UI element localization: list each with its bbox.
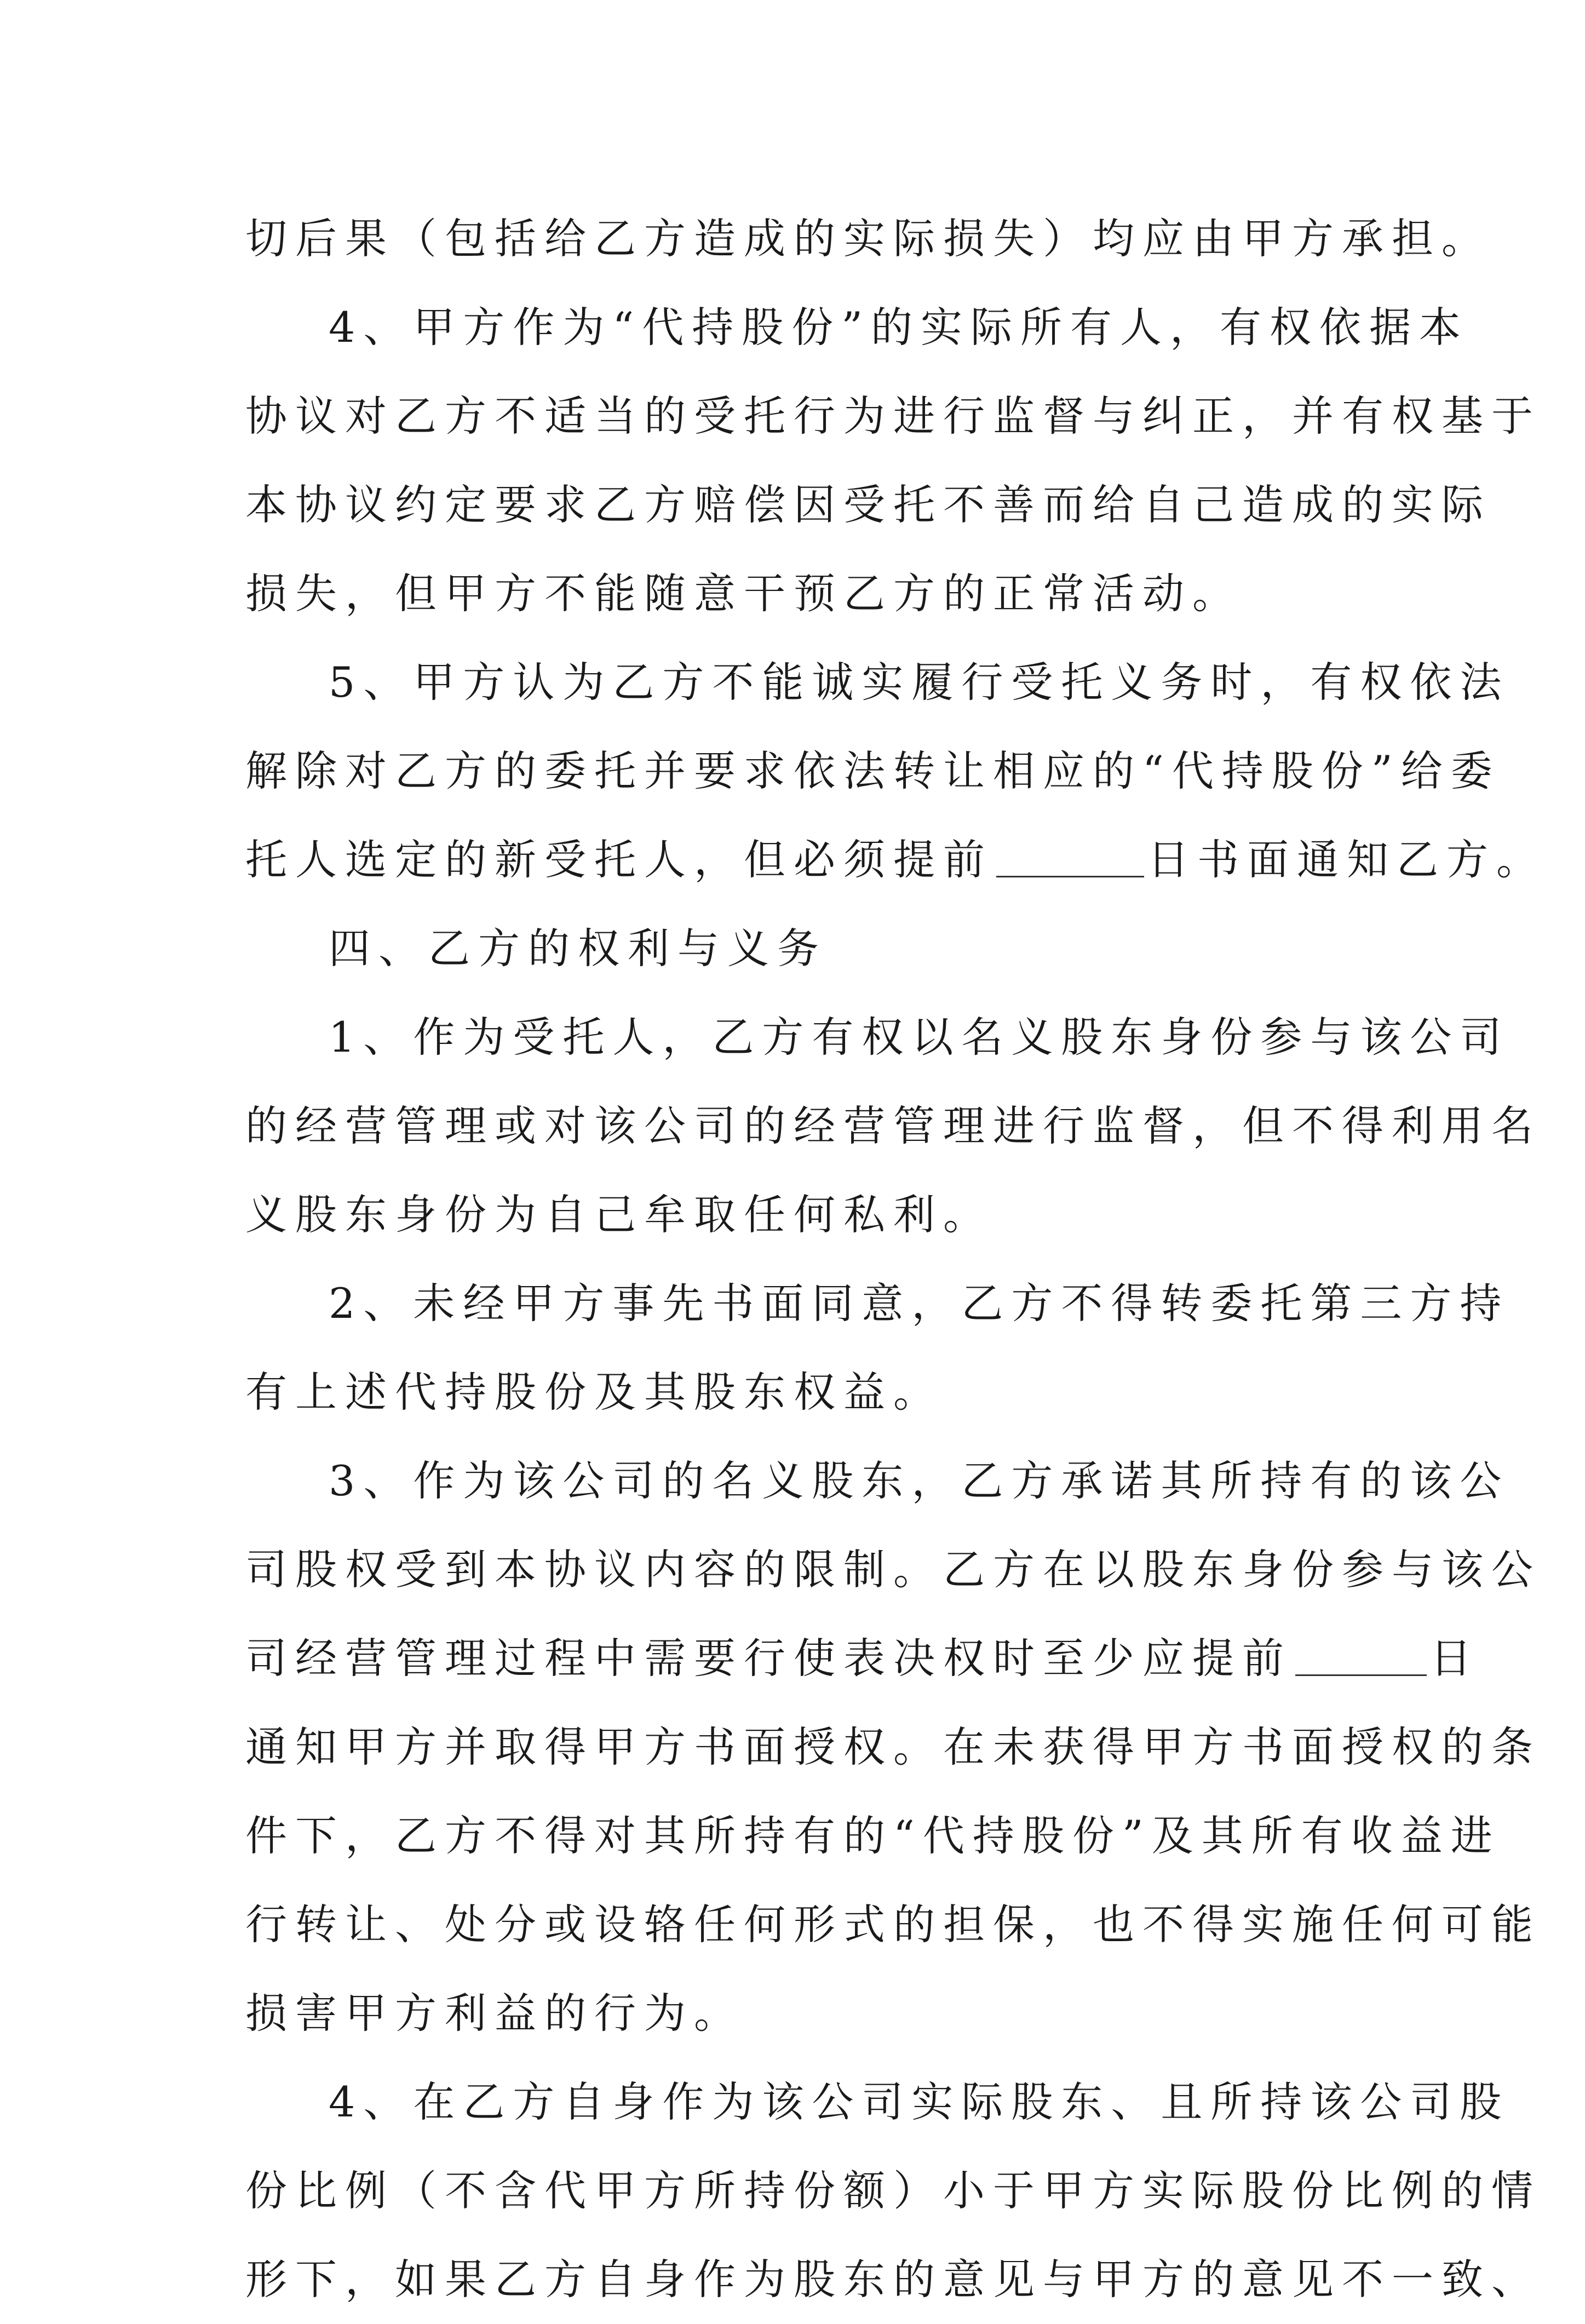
heading-text: 四、乙方的权利与义务 [329, 924, 827, 973]
section-heading [245, 904, 1374, 993]
line-text: 的经营管理或对该公司的经营管理进行监督，但不得利用名 [245, 1101, 1541, 1150]
text-line [245, 1969, 1374, 2058]
line-text: 3、作为该公司的名义股东，乙方承诺其所持有的该公 [329, 1456, 1510, 1505]
line-text: 义股东身份为自己牟取任何私利。 [245, 1190, 993, 1239]
text-line [245, 461, 1491, 549]
text-line [245, 2147, 1541, 2235]
line-text: 切后果（包括给乙方造成的实际损失）均应由甲方承担。 [245, 214, 1491, 263]
text-line [245, 1792, 1501, 1880]
line-text: 4、在乙方自身作为该公司实际股东、且所持该公司股 [329, 2078, 1510, 2126]
text-line [245, 727, 1501, 816]
fill-in-blank[interactable] [1295, 1633, 1427, 1676]
line-text: 协议对乙方不适当的受托行为进行监督与纠正，并有权基于 [245, 392, 1541, 440]
line-text: 损害甲方利益的行为。 [245, 1989, 744, 2038]
line-text: 件下，乙方不得对其所持有的“代持股份”及其所有收益进 [245, 1811, 1501, 1860]
text-line [245, 1525, 1541, 1614]
line-text: 司经营管理过程中需要行使表决权时至少应提前 [245, 1634, 1292, 1683]
line-text: 通知甲方并取得甲方书面授权。在未获得甲方书面授权的条 [245, 1723, 1541, 1771]
line-text: 行转让、处分或设辂任何形式的担保，也不得实施任何可能 [245, 1900, 1541, 1949]
line-text: 2、未经甲方事先书面同意，乙方不得转委托第三方持 [329, 1279, 1510, 1328]
line-text: 日 [1430, 1634, 1480, 1683]
line-text: 4、甲方作为“代持股份”的实际所有人，有权依据本 [329, 303, 1469, 352]
paragraph-start [245, 993, 1510, 1082]
fill-in-blank[interactable] [996, 834, 1144, 877]
text-line [245, 2235, 1541, 2324]
paragraph-start [245, 2058, 1510, 2147]
line-text: 有上述代持股份及其股东权益。 [245, 1368, 943, 1416]
line-text: 形下，如果乙方自身作为股东的意见与甲方的意见不一致、 [245, 2255, 1541, 2304]
line-text: 托人选定的新受托人，但必须提前 [245, 835, 993, 884]
line-text: 司股权受到本协议内容的限制。乙方在以股东身份参与该公 [245, 1545, 1541, 1594]
text-line [245, 1880, 1541, 1969]
text-line-with-blank [245, 816, 1546, 904]
paragraph-start [245, 1259, 1510, 1348]
text-line [245, 1082, 1541, 1170]
document-body [245, 194, 1546, 2324]
paragraph-start [245, 638, 1510, 727]
line-text: 5、甲方认为乙方不能诚实履行受托义务时，有权依法 [329, 658, 1510, 707]
text-line-with-blank [245, 1614, 1480, 1703]
line-text: 解除对乙方的委托并要求依法转让相应的“代持股份”给委 [245, 747, 1501, 795]
line-text: 本协议约定要求乙方赔偿因受托不善而给自己造成的实际 [245, 480, 1491, 529]
line-text: 份比例（不含代甲方所持份额）小于甲方实际股份比例的情 [245, 2166, 1541, 2215]
line-text: 损失，但甲方不能随意干预乙方的正常活动。 [245, 569, 1242, 618]
paragraph-start [245, 1437, 1510, 1525]
text-line [245, 1170, 1374, 1259]
text-line [245, 372, 1541, 461]
line-text: 日书面通知乙方。 [1147, 835, 1546, 884]
paragraph-start [245, 283, 1469, 372]
text-line [245, 194, 1491, 283]
text-line [245, 1703, 1541, 1792]
text-line [245, 1348, 1374, 1437]
line-text: 1、作为受托人，乙方有权以名义股东身份参与该公司 [329, 1013, 1510, 1061]
text-line [245, 549, 1374, 638]
